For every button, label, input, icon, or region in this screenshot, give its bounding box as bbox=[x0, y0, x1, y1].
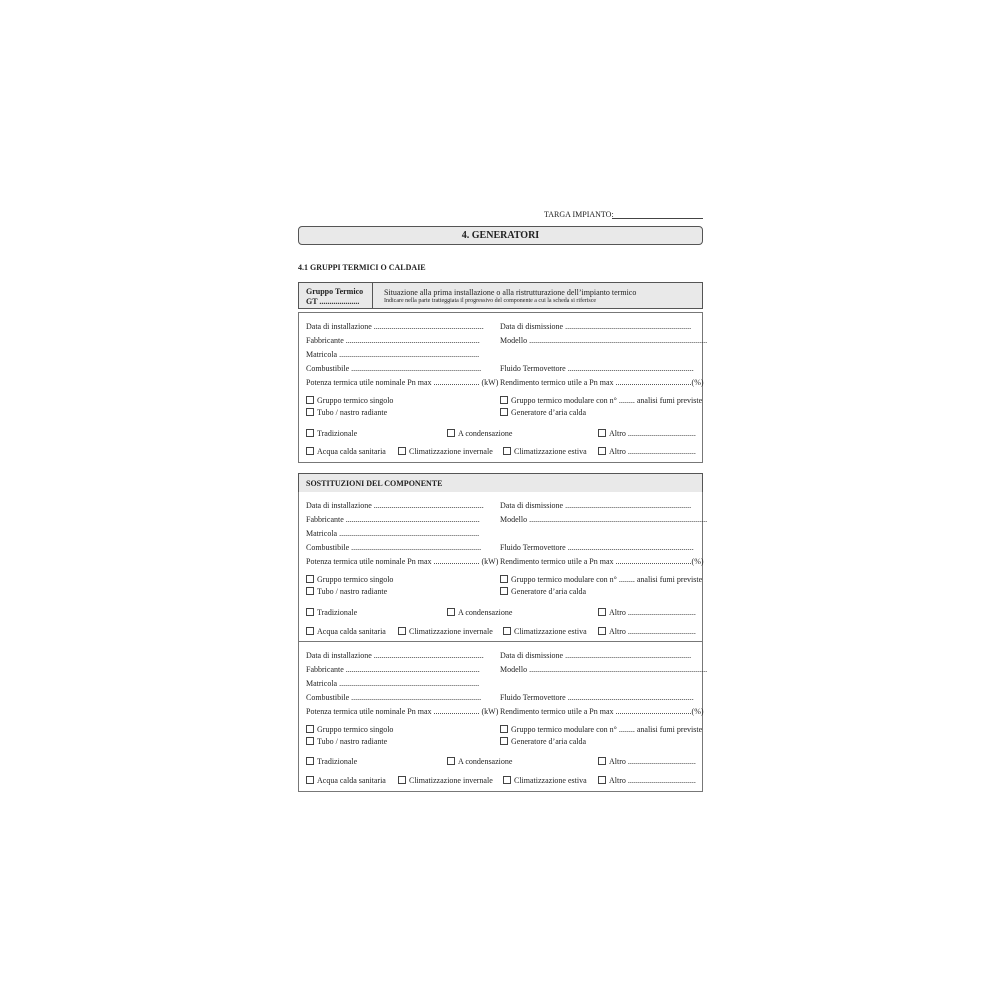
clim-invernale-label: Climatizzazione invernale bbox=[409, 776, 493, 785]
checkbox-icon[interactable] bbox=[447, 429, 455, 437]
altro-option-2[interactable] bbox=[598, 776, 696, 785]
gruppo-singolo-option[interactable] bbox=[306, 725, 393, 734]
checkbox-icon[interactable] bbox=[500, 737, 508, 745]
situazione-note: Indicare nella parte tratteggiata il progressivo del componente a cui la scheda si riferisce bbox=[384, 298, 597, 304]
data-dismissione-field[interactable]: Data di dismissione ............................................................... bbox=[500, 501, 692, 510]
clim-invernale-option[interactable] bbox=[398, 627, 493, 636]
section-title: 4.1 GRUPPI TERMICI O CALDAIE bbox=[298, 263, 426, 272]
modello-field[interactable]: Modello ......................................................................................... bbox=[500, 515, 708, 524]
checkbox-icon[interactable] bbox=[306, 587, 314, 595]
checkbox-icon[interactable] bbox=[598, 627, 606, 635]
clim-invernale-option[interactable] bbox=[398, 776, 493, 785]
component-box-initial bbox=[298, 312, 708, 463]
rendimento-field[interactable]: Rendimento termico utile a Pn max ......................................(%) bbox=[500, 378, 704, 387]
checkbox-icon[interactable] bbox=[398, 627, 406, 635]
tradizionale-option[interactable] bbox=[306, 608, 357, 617]
fluido-field[interactable]: Fluido Termovettore ............................................................... bbox=[500, 543, 694, 552]
checkbox-icon[interactable] bbox=[306, 627, 314, 635]
combustibile-field[interactable]: Combustibile ................................................................. bbox=[306, 693, 482, 702]
clim-invernale-label: Climatizzazione invernale bbox=[409, 447, 493, 456]
tradizionale-option[interactable] bbox=[306, 429, 357, 438]
gruppo-modulare-label: Gruppo termico modulare con n° ........ analisi fumi previste bbox=[511, 725, 703, 734]
matricola-field[interactable]: Matricola ...................................................................... bbox=[306, 529, 480, 538]
tradizionale-label: Tradizionale bbox=[317, 429, 358, 438]
checkbox-icon[interactable] bbox=[500, 587, 508, 595]
situazione-text: Situazione alla prima installazione o alla ristrutturazione dell’impianto termico bbox=[384, 288, 637, 297]
acqua-calda-option[interactable] bbox=[306, 627, 386, 636]
tradizionale-option[interactable] bbox=[306, 757, 357, 766]
clim-estiva-option[interactable] bbox=[503, 627, 587, 636]
fabbricante-field[interactable]: Fabbricante ................................................................... bbox=[306, 665, 480, 674]
checkbox-icon[interactable] bbox=[500, 396, 508, 404]
tubo-radiante-option[interactable] bbox=[306, 408, 387, 417]
data-installazione-field[interactable]: Data di installazione ....................................................... bbox=[306, 501, 484, 510]
rendimento-field[interactable]: Rendimento termico utile a Pn max ......................................(%) bbox=[500, 707, 704, 716]
checkbox-icon[interactable] bbox=[447, 757, 455, 765]
generatore-aria-label: Generatore d’aria calda bbox=[511, 587, 587, 596]
checkbox-icon[interactable] bbox=[503, 447, 511, 455]
data-dismissione-field[interactable]: Data di dismissione ............................................................... bbox=[500, 322, 692, 331]
acqua-calda-label: Acqua calda sanitaria bbox=[317, 776, 386, 785]
checkbox-icon[interactable] bbox=[598, 608, 606, 616]
checkbox-icon[interactable] bbox=[306, 447, 314, 455]
checkbox-icon[interactable] bbox=[503, 776, 511, 784]
tubo-radiante-label: Tubo / nastro radiante bbox=[317, 737, 388, 746]
altro-label-1: Altro .................................. bbox=[609, 608, 696, 617]
gruppo-singolo-label: Gruppo termico singolo bbox=[317, 396, 394, 405]
altro-label-1: Altro .................................. bbox=[609, 757, 696, 766]
combustibile-field[interactable]: Combustibile ................................................................. bbox=[306, 543, 482, 552]
checkbox-icon[interactable] bbox=[598, 757, 606, 765]
checkbox-icon[interactable] bbox=[598, 429, 606, 437]
altro-option-1[interactable] bbox=[598, 608, 696, 617]
generatore-aria-label: Generatore d’aria calda bbox=[511, 737, 587, 746]
clim-invernale-label: Climatizzazione invernale bbox=[409, 627, 493, 636]
component-block bbox=[299, 313, 708, 463]
page-title: 4. GENERATORI bbox=[298, 226, 703, 245]
clim-estiva-label: Climatizzazione estiva bbox=[514, 447, 587, 456]
altro-label-1: Altro .................................. bbox=[609, 429, 696, 438]
tradizionale-label: Tradizionale bbox=[317, 608, 358, 617]
acqua-calda-label: Acqua calda sanitaria bbox=[317, 627, 386, 636]
checkbox-icon[interactable] bbox=[306, 776, 314, 784]
generatore-aria-label: Generatore d’aria calda bbox=[511, 408, 587, 417]
gruppo-singolo-option[interactable] bbox=[306, 396, 393, 405]
matricola-field[interactable]: Matricola ...................................................................... bbox=[306, 679, 480, 688]
tubo-radiante-label: Tubo / nastro radiante bbox=[317, 408, 388, 417]
targa-impianto-field[interactable] bbox=[612, 218, 703, 219]
altro-label-2: Altro .................................. bbox=[609, 627, 696, 636]
checkbox-icon[interactable] bbox=[500, 575, 508, 583]
clim-estiva-label: Climatizzazione estiva bbox=[514, 627, 587, 636]
acqua-calda-option[interactable] bbox=[306, 776, 386, 785]
altro-option-1[interactable] bbox=[598, 757, 696, 766]
gruppo-modulare-option[interactable] bbox=[500, 396, 702, 405]
gruppo-termico-id-cell bbox=[299, 283, 373, 308]
matricola-field[interactable]: Matricola ...................................................................... bbox=[306, 350, 480, 359]
clim-estiva-option[interactable] bbox=[503, 447, 587, 456]
checkbox-icon[interactable] bbox=[398, 776, 406, 784]
altro-option-2[interactable] bbox=[598, 447, 696, 456]
tradizionale-label: Tradizionale bbox=[317, 757, 358, 766]
checkbox-icon[interactable] bbox=[306, 429, 314, 437]
tubo-radiante-label: Tubo / nastro radiante bbox=[317, 587, 388, 596]
checkbox-icon[interactable] bbox=[500, 725, 508, 733]
data-installazione-field[interactable]: Data di installazione ....................................................... bbox=[306, 651, 484, 660]
acqua-calda-label: Acqua calda sanitaria bbox=[317, 447, 386, 456]
altro-option-1[interactable] bbox=[598, 429, 696, 438]
checkbox-icon[interactable] bbox=[306, 757, 314, 765]
generatore-aria-option[interactable] bbox=[500, 587, 586, 596]
condensazione-label: A condensazione bbox=[458, 757, 513, 766]
gruppo-termico-header bbox=[298, 282, 703, 309]
fabbricante-field[interactable]: Fabbricante ................................................................... bbox=[306, 336, 480, 345]
potenza-field[interactable]: Potenza termica utile nominale Pn max ....................... (kW) bbox=[306, 707, 499, 716]
checkbox-icon[interactable] bbox=[500, 408, 508, 416]
checkbox-icon[interactable] bbox=[503, 627, 511, 635]
data-installazione-field[interactable]: Data di installazione ....................................................... bbox=[306, 322, 484, 331]
fluido-field[interactable]: Fluido Termovettore ............................................................... bbox=[500, 364, 694, 373]
fabbricante-field[interactable]: Fabbricante ................................................................... bbox=[306, 515, 480, 524]
combustibile-field[interactable]: Combustibile ................................................................. bbox=[306, 364, 482, 373]
clim-estiva-option[interactable] bbox=[503, 776, 587, 785]
checkbox-icon[interactable] bbox=[306, 396, 314, 404]
gt-number-field[interactable]: GT .................... bbox=[306, 297, 360, 306]
potenza-field[interactable]: Potenza termica utile nominale Pn max ....................... (kW) bbox=[306, 378, 499, 387]
clim-invernale-option[interactable] bbox=[398, 447, 493, 456]
checkbox-icon[interactable] bbox=[398, 447, 406, 455]
condensazione-label: A condensazione bbox=[458, 429, 513, 438]
checkbox-icon[interactable] bbox=[447, 608, 455, 616]
gruppo-singolo-label: Gruppo termico singolo bbox=[317, 575, 394, 584]
checkbox-icon[interactable] bbox=[598, 776, 606, 784]
modello-field[interactable]: Modello ......................................................................................... bbox=[500, 336, 708, 345]
gruppo-modulare-label: Gruppo termico modulare con n° ........ analisi fumi previste bbox=[511, 396, 703, 405]
tubo-radiante-option[interactable] bbox=[306, 737, 387, 746]
gruppo-modulare-label: Gruppo termico modulare con n° ........ analisi fumi previste bbox=[511, 575, 703, 584]
component-block bbox=[299, 642, 708, 792]
targa-impianto-label: TARGA IMPIANTO: bbox=[544, 210, 614, 219]
checkbox-icon[interactable] bbox=[306, 575, 314, 583]
data-dismissione-field[interactable]: Data di dismissione ............................................................... bbox=[500, 651, 692, 660]
sostituzioni-title: SOSTITUZIONI DEL COMPONENTE bbox=[306, 479, 443, 488]
clim-estiva-label: Climatizzazione estiva bbox=[514, 776, 587, 785]
component-box-substitutions bbox=[298, 492, 708, 792]
modello-field[interactable]: Modello ......................................................................................... bbox=[500, 665, 708, 674]
altro-label-2: Altro .................................. bbox=[609, 447, 696, 456]
component-block bbox=[299, 492, 708, 642]
condensazione-option[interactable] bbox=[447, 429, 512, 438]
checkbox-icon[interactable] bbox=[598, 447, 606, 455]
generatore-aria-option[interactable] bbox=[500, 408, 586, 417]
checkbox-icon[interactable] bbox=[306, 737, 314, 745]
condensazione-label: A condensazione bbox=[458, 608, 513, 617]
sostituzioni-header bbox=[298, 473, 703, 493]
condensazione-option[interactable] bbox=[447, 757, 512, 766]
tubo-radiante-option[interactable] bbox=[306, 587, 387, 596]
altro-option-2[interactable] bbox=[598, 627, 696, 636]
condensazione-option[interactable] bbox=[447, 608, 512, 617]
checkbox-icon[interactable] bbox=[306, 725, 314, 733]
checkbox-icon[interactable] bbox=[306, 608, 314, 616]
fluido-field[interactable]: Fluido Termovettore ............................................................... bbox=[500, 693, 694, 702]
gruppo-singolo-label: Gruppo termico singolo bbox=[317, 725, 394, 734]
gruppo-modulare-option[interactable] bbox=[500, 575, 702, 584]
gruppo-modulare-option[interactable] bbox=[500, 725, 702, 734]
gruppo-singolo-option[interactable] bbox=[306, 575, 393, 584]
potenza-field[interactable]: Potenza termica utile nominale Pn max ....................... (kW) bbox=[306, 557, 499, 566]
gruppo-termico-label: Gruppo Termico bbox=[306, 287, 364, 296]
checkbox-icon[interactable] bbox=[306, 408, 314, 416]
rendimento-field[interactable]: Rendimento termico utile a Pn max ......................................(%) bbox=[500, 557, 704, 566]
generatore-aria-option[interactable] bbox=[500, 737, 586, 746]
acqua-calda-option[interactable] bbox=[306, 447, 386, 456]
altro-label-2: Altro .................................. bbox=[609, 776, 696, 785]
